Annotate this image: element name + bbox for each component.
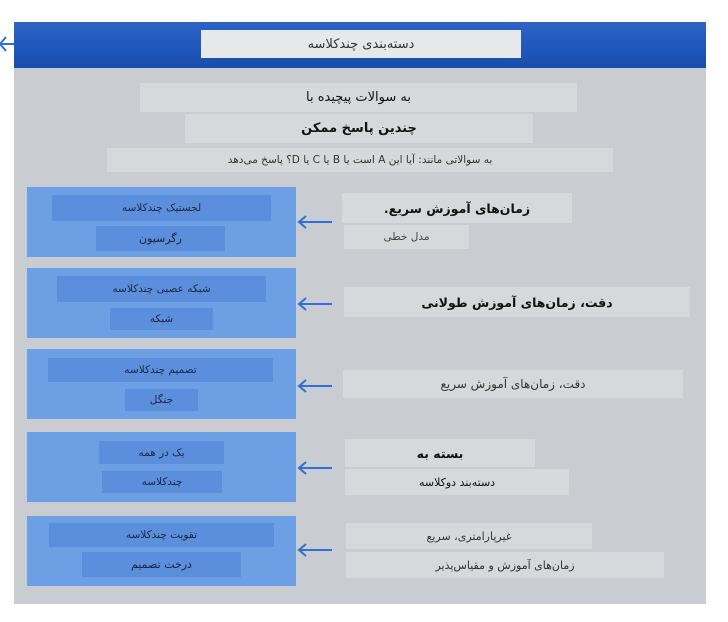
algo-box-decision-forest xyxy=(27,349,296,419)
arrow-left-icon xyxy=(297,296,333,312)
arrow-left-icon xyxy=(297,460,333,476)
intro-example: به سوالاتی مانند: آیا این A است یا B یا C یا D؟ پاسخ می‌دهد xyxy=(107,148,613,172)
arrow-left-icon xyxy=(297,378,333,394)
desc-main: زمان‌های آموزش سریع. xyxy=(342,193,572,223)
algo-box-boosted-decision-tree xyxy=(27,516,296,586)
algo-name: تصمیم چندکلاسه xyxy=(48,358,273,382)
algo-type: جنگل xyxy=(125,389,198,411)
intro-line-2: چندین پاسخ ممکن xyxy=(185,114,533,143)
desc-sub: زمان‌های آموزش و مقیاس‌پذیر xyxy=(346,552,664,578)
algo-type: درخت تصمیم xyxy=(82,552,241,577)
diagram-title: دسته‌بندی چندکلاسه xyxy=(201,30,521,58)
algo-type: شبکه xyxy=(110,308,213,330)
arrow-left-icon xyxy=(297,214,333,230)
desc-main: بسته به xyxy=(345,439,535,467)
desc-sub: مدل خطی xyxy=(344,225,469,249)
desc-main: دقت، زمان‌های آموزش طولانی xyxy=(344,287,690,317)
desc-main: غیرپارامتری، سریع xyxy=(346,523,592,549)
algo-name: تقویت چندکلاسه xyxy=(49,523,274,547)
algo-type: رگرسیون xyxy=(96,226,225,251)
algo-box-logistic-regression xyxy=(27,187,296,257)
arrow-left-icon xyxy=(297,542,333,558)
intro-line-1: به سوالات پیچیده با xyxy=(140,83,577,112)
back-arrow-icon xyxy=(0,33,14,55)
algo-box-neural-network xyxy=(27,268,296,338)
algo-type: چندکلاسه xyxy=(102,471,222,493)
algo-box-one-vs-all xyxy=(27,432,296,502)
desc-sub: دسته‌بند دوکلاسه xyxy=(345,469,569,495)
algo-name: یک در همه xyxy=(99,441,224,464)
algo-name: شبکه عصبی چندکلاسه xyxy=(57,276,266,302)
desc-main: دقت، زمان‌های آموزش سریع xyxy=(343,370,683,398)
algo-name: لجستیک چندکلاسه xyxy=(52,195,271,221)
